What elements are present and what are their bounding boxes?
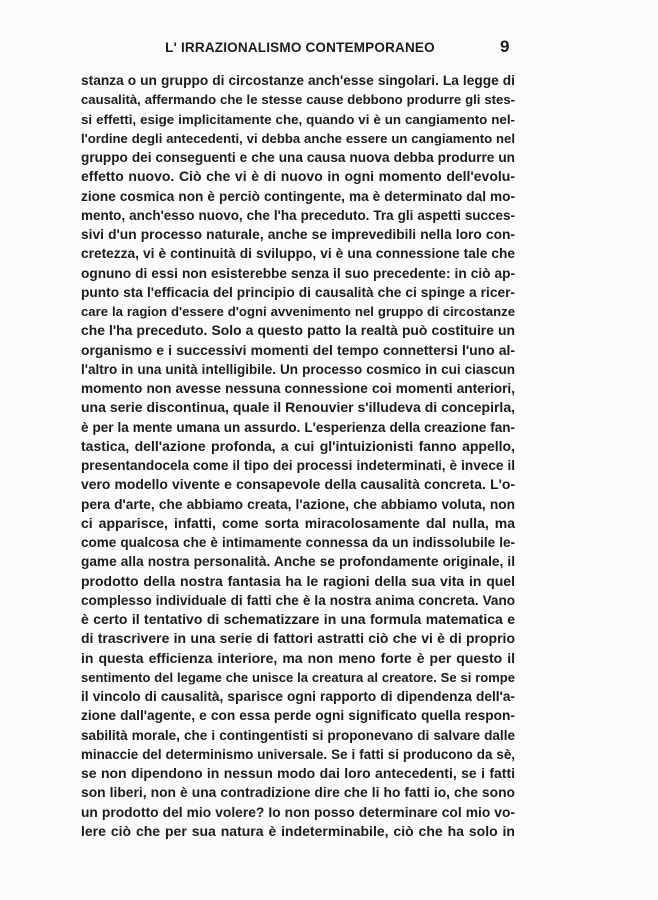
text-line: effetto nuovo. Ciò che vi è di nuovo in ogni momento dell'evolu- — [81, 168, 515, 185]
text-line: un prodotto del mio volere? Io non posso determinare col mio vo- — [81, 804, 515, 820]
text-line: ognuno di essi non esisterebbe senza il suo precedente: in ciò ap- — [81, 265, 515, 281]
text-line: mento, anch'esso nuovo, che l'ha preceduto. Tra gli aspetti succes- — [81, 207, 515, 223]
text-line: ci apparisce, infatti, come sorta miracolosamente dal nulla, ma — [81, 514, 515, 531]
text-line: il vincolo di causalità, sparisce ogni rapporto di dipendenza dell'a- — [81, 689, 515, 704]
text-line: cretezza, vi è continuità di sviluppo, vi è una connessione tale che — [81, 246, 515, 262]
text-line: una serie discontinua, quale il Renouvier s'illudeva di concepirla, — [81, 399, 515, 416]
text-line: in questa efficienza interiore, ma non meno forte è per questo il — [81, 649, 515, 666]
text-line: complesso individuale di fatti che è la nostra anima concreta. Vano — [81, 592, 515, 608]
page-number: 9 — [500, 37, 510, 56]
text-line: che l'ha preceduto. Solo a questo patto la realtà può costituire un — [81, 322, 515, 339]
text-line: zione cosmica non è perciò contingente, ma è determinato dal mo- — [81, 188, 515, 204]
text-line: organismo e i successivi momenti del tempo connettersi l'uno al- — [81, 341, 515, 358]
text-line: se non dipendono in nessun modo dai loro antecedenti, se i fatti — [81, 765, 515, 781]
text-line: lere ciò che per sua natura è indeterminabile, ciò che ha solo in — [81, 822, 515, 839]
text-line: l'ordine degli antecedenti, vi debba anche essere un cangiamento nel — [81, 130, 515, 146]
text-line: zione dall'agente, e con essa perde ogni significato quella respon- — [81, 708, 515, 724]
text-line: causalità, affermando che le stesse cause debbono produrre gli stes- — [81, 92, 515, 108]
text-line: game alla nostra personalità. Anche se profondamente originale, il — [81, 554, 515, 570]
text-line: sabilità morale, che i contingentisti si proponevano di salvare dalle — [81, 727, 515, 743]
body-text — [81, 71, 515, 841]
running-head: L' IRRAZIONALISMO CONTEMPORANEO — [165, 40, 435, 55]
text-line: sivi d'un processo naturale, anche se imprevedibili nella loro con- — [81, 227, 515, 242]
text-line: momento non avesse nessuna connessione coi momenti anteriori, — [81, 381, 515, 396]
text-line: tastica, dell'azione profonda, a cui gl'intuizionisti fanno appello, — [81, 437, 515, 454]
text-line: pera d'arte, che abbiamo creata, l'azione, che abbiamo voluta, non — [81, 496, 515, 512]
text-line: punto sta l'efficacia del principio di causalità che ci spinge a ricer- — [81, 284, 515, 300]
text-line: è per la mente umana un assurdo. L'esperienza della creazione fan- — [81, 419, 515, 435]
text-line: son liberi, non è una contradizione dire che li ho fatti io, che sono — [81, 784, 515, 801]
text-line: vero modello vivente e consapevole della causalità concreta. L'o- — [81, 476, 515, 493]
text-line: minaccie del determinismo universale. Se i fatti si producono da sè, — [81, 746, 515, 762]
text-line: care la ragion d'essere d'ogni avvenimento nel gruppo di circostanze — [81, 304, 515, 319]
text-line: prodotto della nostra fantasia ha le ragioni della sua vita in quel — [81, 572, 515, 589]
text-line: sentimento del legame che unisce la creatura al creatore. Se si rompe — [81, 669, 515, 685]
text-line: di trascrivere in una serie di fattori astratti ciò che vi è di proprio — [81, 630, 515, 647]
text-line: stanza o un gruppo di circostanze anch'esse singolari. La legge di — [81, 73, 515, 88]
text-line: presentandocela come il tipo dei processi indeterminati, è invece il — [81, 458, 515, 473]
text-line: è certo il tentativo di schematizzare in una formula matematica e — [81, 611, 515, 627]
text-line: l'altro in una unità intelligibile. Un processo cosmico in cui ciascun — [81, 361, 515, 377]
text-line: si effetti, esige implicitamente che, quando vi è un cangiamento nel- — [81, 111, 515, 127]
text-line: come qualcosa che è intimamente connessa da un indissolubile le- — [81, 535, 515, 550]
text-line: gruppo dei conseguenti e che una causa nuova debba produrre un — [81, 150, 515, 165]
